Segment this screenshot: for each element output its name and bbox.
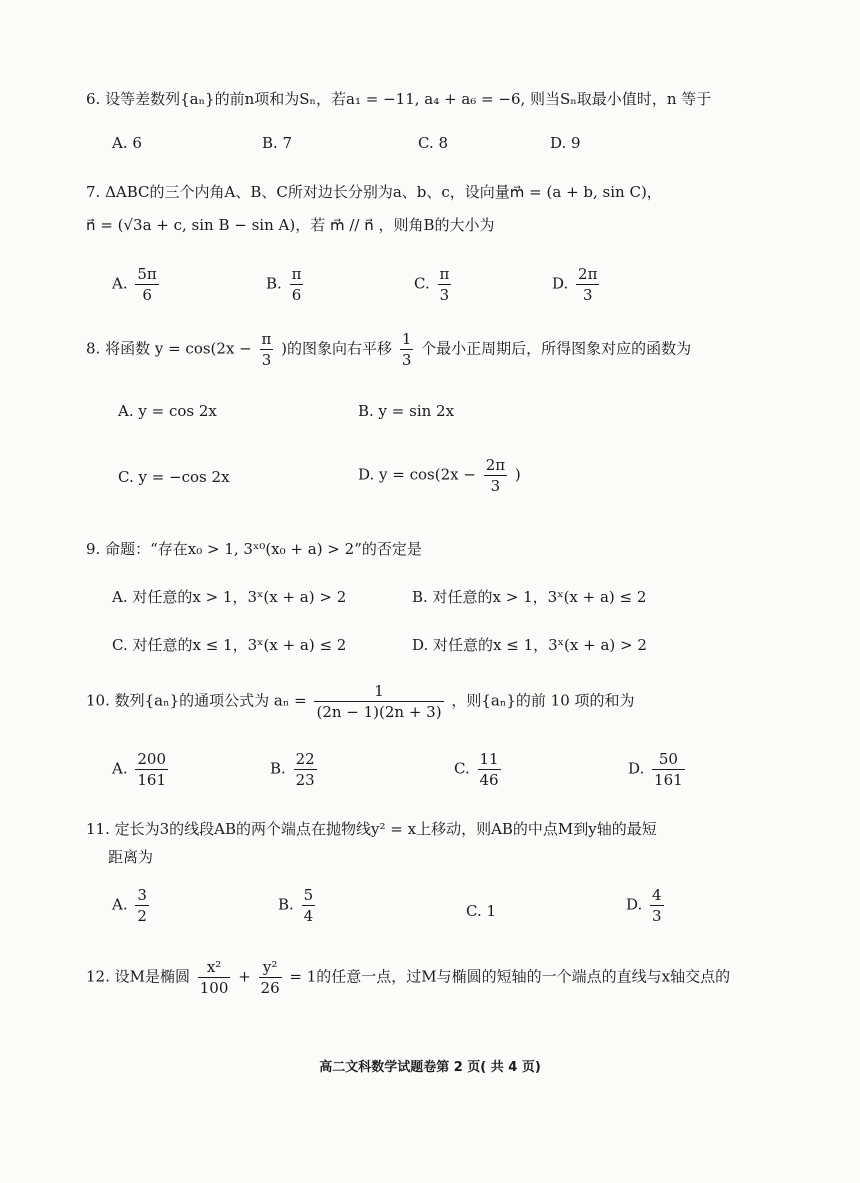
question-11-option-b: B. $\frac{5}{4}$ — [278, 886, 314, 925]
question-7-stem-line1: 7. ΔABC的三个内角A、B、C所对边长分别为a、b、c，设向量m⃗ = (a + b, sin C)， — [86, 183, 662, 201]
question-9-option-a: A. 对任意的x > 1，3ˣ(x + a) > 2 — [112, 588, 347, 606]
question-10-option-b: B. $\frac{22}{23}$ — [270, 750, 315, 789]
question-7-option-a: A. $\frac{5\pi}{6}$ — [112, 265, 157, 304]
question-6-option-b: B. 7 — [262, 134, 293, 152]
question-11-option-d: D. $\frac{4}{3}$ — [626, 886, 662, 925]
question-11-option-c: C. 1 — [466, 902, 497, 920]
question-8-stem: 8. 将函数 y = cos(2x − $\frac{\pi}{3}$ )的图象向右平移 $\frac{1}{3}$ 个最小正周期后，所得图象对应的函数为 — [86, 330, 692, 369]
question-9-option-c: C. 对任意的x ≤ 1，3ˣ(x + a) ≤ 2 — [112, 636, 347, 654]
question-8-option-b: B. y = sin 2x — [358, 402, 455, 420]
page-footer: 高二文科数学试题卷第 2 页( 共 4 页) — [319, 1060, 541, 1075]
question-10-option-c: C. $\frac{11}{46}$ — [454, 750, 499, 789]
question-9-option-b: B. 对任意的x > 1，3ˣ(x + a) ≤ 2 — [412, 588, 647, 606]
question-7-stem-line2: n⃗ = (√3a + c, sin B − sin A)，若 m⃗ // n⃗ ，则角B的大小为 — [86, 216, 495, 234]
question-10-stem: 10. 数列{aₙ}的通项公式为 aₙ = $\frac{1}{(2n - 1)(2n + 3)}$ ，则{aₙ}的前 10 项的和为 — [86, 682, 635, 721]
question-7-option-d: D. $\frac{2\pi}{3}$ — [552, 265, 598, 304]
question-7-option-b: B. $\frac{\pi}{6}$ — [266, 265, 302, 304]
question-10-option-a: A. $\frac{200}{161}$ — [112, 750, 167, 789]
question-6-option-d: D. 9 — [550, 134, 581, 152]
question-11-stem-line1: 11. 定长为3的线段AB的两个端点在抛物线y² = x上移动，则AB的中点M到y轴的最短 — [86, 820, 657, 838]
question-9-stem: 9. 命题：“存在x₀ > 1, 3ˣ⁰(x₀ + a) > 2”的否定是 — [86, 540, 422, 558]
question-10-option-d: D. $\frac{50}{161}$ — [628, 750, 683, 789]
question-12-stem: 12. 设M是椭圆 $\frac{\text{x²}}{100}$ + $\frac{\text{y²}}{26}$ = 1的任意一点，过M与椭圆的短轴的一个端点的直线与x轴交点的 — [86, 958, 731, 997]
question-8-option-c: C. y = −cos 2x — [118, 468, 230, 486]
question-6-option-a: A. 6 — [112, 134, 142, 152]
question-11-option-a: A. $\frac{3}{2}$ — [112, 886, 147, 925]
question-8-option-d: D. y = cos(2x − $\frac{2\pi}{3}$ ) — [358, 456, 521, 495]
question-8-option-a: A. y = cos 2x — [118, 402, 217, 420]
question-7-option-c: C. $\frac{\pi}{3}$ — [414, 265, 450, 304]
question-6-option-c: C. 8 — [418, 134, 449, 152]
question-6-stem: 6. 设等差数列{aₙ}的前n项和为Sₙ，若a₁ = −11, a₄ + a₆ = −6, 则当Sₙ取最小值时，n 等于 — [86, 90, 712, 108]
question-9-option-d: D. 对任意的x ≤ 1，3ˣ(x + a) > 2 — [412, 636, 647, 654]
question-11-stem-line2: 距离为 — [108, 848, 154, 866]
